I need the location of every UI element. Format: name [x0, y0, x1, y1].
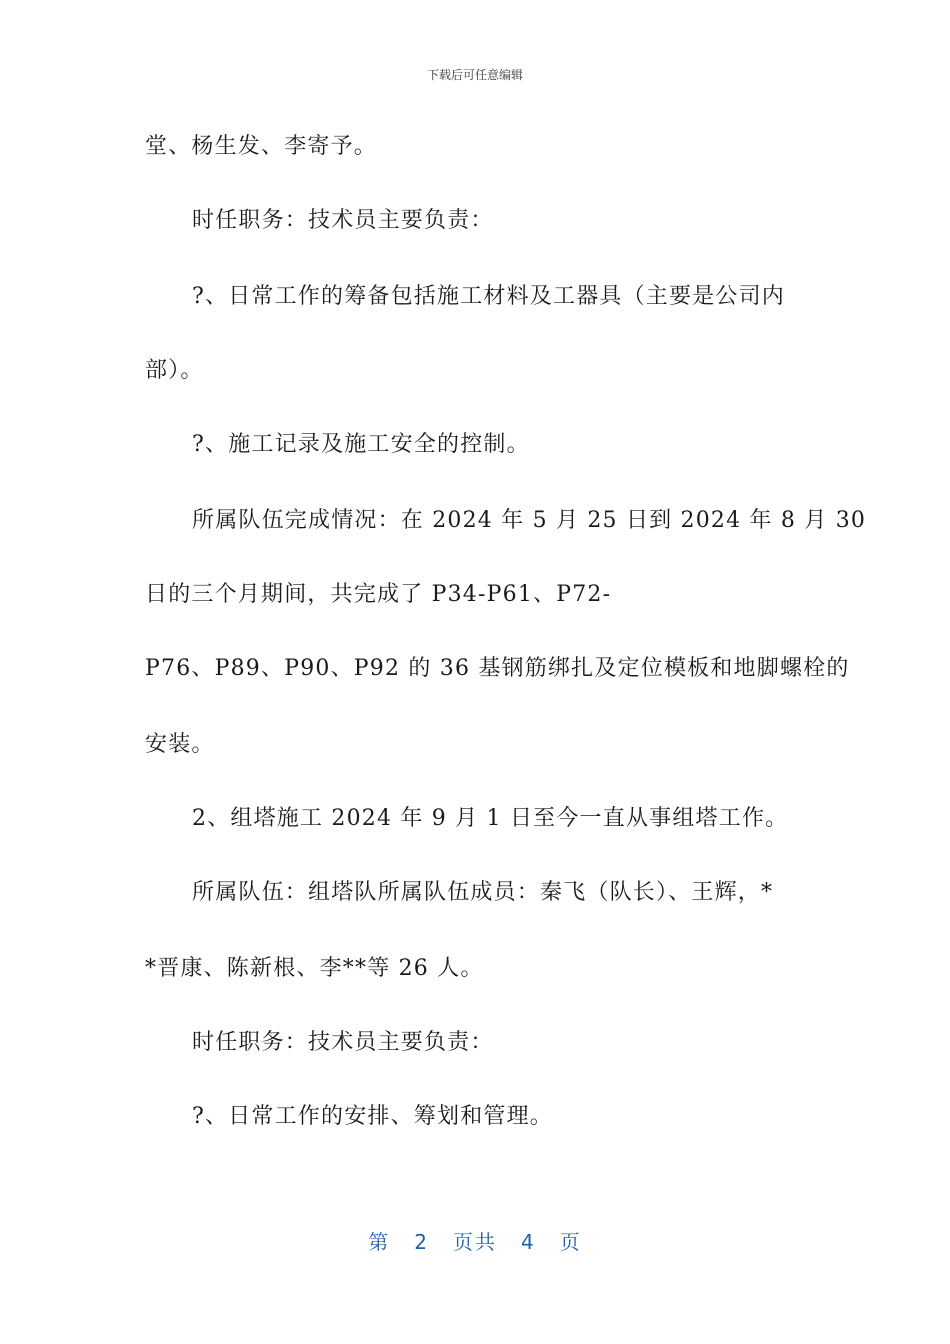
page-number-footer [0, 1226, 950, 1255]
page-prefix: 第 [368, 1230, 391, 1254]
text-line: 堂、杨生发、李寄予。 [145, 134, 378, 159]
current-page-number: 2 [414, 1230, 429, 1254]
page-header-note: 下载后可任意编辑 [426, 68, 523, 82]
page-middle: 页共 [453, 1230, 497, 1254]
text-line: ?、施工记录及施工安全的控制。 [192, 432, 530, 457]
total-page-number: 4 [521, 1230, 536, 1254]
text-line: 部）。 [145, 358, 204, 383]
text-line: 安装。 [145, 732, 215, 757]
text-line: *晋康、陈新根、李**等 26 人。 [145, 956, 484, 981]
page-suffix: 页 [559, 1230, 582, 1254]
text-line: P76、P89、P90、P92 的 36 基钢筋绑扎及定位模板和地脚螺栓的 [145, 656, 850, 681]
text-line: ?、日常工作的筹备包括施工材料及工器具（主要是公司内 [192, 284, 785, 309]
text-line: 2、组塔施工 2024 年 9 月 1 日至今一直从事组塔工作。 [192, 806, 789, 831]
text-line: 时任职务：技术员主要负责： [192, 1030, 494, 1055]
text-line: 所属队伍：组塔队所属队伍成员：秦飞（队长）、王辉，* [192, 880, 774, 905]
text-line: ?、日常工作的安排、筹划和管理。 [192, 1104, 553, 1129]
text-line: 日的三个月期间，共完成了 P34-P61、P72- [145, 582, 612, 607]
text-line: 所属队伍完成情况：在 2024 年 5 月 25 日到 2024 年 8 月 30 [192, 508, 867, 533]
text-line: 时任职务：技术员主要负责： [192, 208, 494, 233]
